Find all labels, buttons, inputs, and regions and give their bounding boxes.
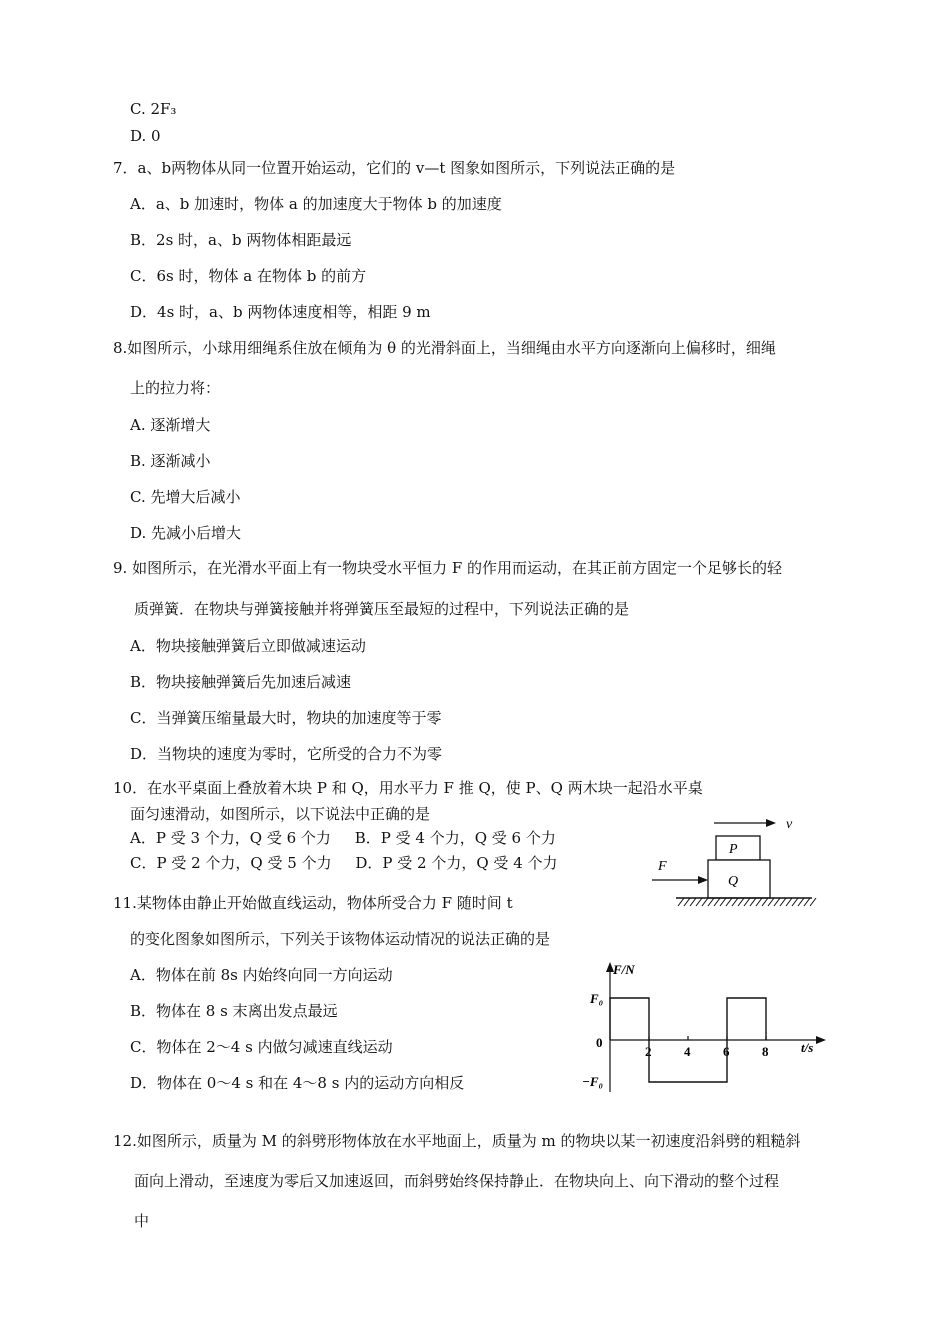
option-b-q7: B．2s 时，a、b 两物体相距最远 bbox=[130, 231, 352, 249]
hatch-mark bbox=[756, 898, 762, 906]
question-12-cont: 面向上滑动，至速度为零后又加速返回，而斜劈始终保持静止．在物块向上、向下滑动的整个过程 bbox=[134, 1172, 780, 1190]
option-b-q11: B．物体在 8 s 末离出发点最远 bbox=[130, 1002, 338, 1020]
option-d-q7: D．4s 时，a、b 两物体速度相等，相距 9 m bbox=[130, 303, 431, 321]
question-8: 8.如图所示，小球用细绳系住放在倾角为 θ 的光滑斜面上，当细绳由水平方向逐渐向上偏移时，细绳 bbox=[113, 339, 776, 357]
question-8-cont: 上的拉力将： bbox=[130, 379, 221, 397]
hatch-mark bbox=[690, 898, 696, 906]
option-a-q8: A. 逐渐增大 bbox=[130, 416, 211, 434]
hatch-mark bbox=[798, 898, 804, 906]
option-b-q8: B. 逐渐减小 bbox=[130, 452, 211, 470]
hatch-mark bbox=[702, 898, 708, 906]
hatch-mark bbox=[732, 898, 738, 906]
option-a-q9: A．物块接触弹簧后立即做减速运动 bbox=[130, 637, 366, 655]
question-10: 10．在水平桌面上叠放着木块 P 和 Q，用水平力 F 推 Q，使 P、Q 两木块一起沿水平桌 bbox=[113, 779, 703, 797]
x-tick-label: 4 bbox=[684, 1044, 691, 1059]
neg-f0-label: −F₀ bbox=[582, 1074, 604, 1089]
x-tick-label: 2 bbox=[645, 1044, 652, 1059]
graph-axes bbox=[606, 962, 826, 1092]
x-tick-label: 8 bbox=[762, 1044, 769, 1059]
velocity-arrowhead bbox=[766, 819, 776, 827]
option-c-q8: C. 先增大后减小 bbox=[130, 488, 241, 506]
f0-label: F₀ bbox=[590, 991, 604, 1006]
hatch-mark bbox=[774, 898, 780, 906]
hatch-mark bbox=[804, 898, 810, 906]
question-10-cont: 面匀速滑动，如图所示，以下说法中正确的是 bbox=[130, 805, 431, 823]
force-time-graph bbox=[570, 960, 830, 1100]
hatch-mark bbox=[684, 898, 690, 906]
question-12: 12.如图所示，质量为 M 的斜劈形物体放在水平地面上，质量为 m 的物块以某一初速度沿斜劈的粗糙斜 bbox=[113, 1132, 801, 1150]
options-ab-q10: A．P 受 3 个力，Q 受 6 个力 B．P 受 4 个力，Q 受 6 个力 bbox=[130, 829, 556, 847]
question-11: 11.某物体由静止开始做直线运动，物体所受合力 F 随时间 t bbox=[113, 894, 513, 912]
options-cd-q10: C．P 受 2 个力，Q 受 5 个力 D．P 受 2 个力，Q 受 4 个力 bbox=[130, 854, 558, 872]
block-p-label: P bbox=[729, 842, 738, 857]
option-c-q6: C. 2F₃ bbox=[130, 100, 177, 118]
hatch-mark bbox=[714, 898, 720, 906]
question-12-cont2: 中 bbox=[134, 1212, 150, 1230]
hatch-mark bbox=[708, 898, 714, 906]
question-9-cont: 质弹簧．在物块与弹簧接触并将弹簧压至最短的过程中，下列说法正确的是 bbox=[134, 600, 630, 618]
hatch-mark bbox=[792, 898, 798, 906]
question-9: 9. 如图所示，在光滑水平面上有一物块受水平恒力 F 的作用而运动，在其正前方固定一个足够长的轻 bbox=[113, 559, 783, 577]
velocity-label: v bbox=[786, 817, 793, 832]
hatch-mark bbox=[744, 898, 750, 906]
hatch-mark bbox=[696, 898, 702, 906]
option-d-q11: D．物体在 0～4 s 和在 4～8 s 内的运动方向相反 bbox=[130, 1074, 465, 1092]
x-axis-arrowhead bbox=[816, 1036, 826, 1044]
option-c-q11: C．物体在 2～4 s 内做匀减速直线运动 bbox=[130, 1038, 393, 1056]
option-c-q7: C．6s 时，物体 a 在物体 b 的前方 bbox=[130, 267, 367, 285]
hatch-mark bbox=[810, 898, 816, 906]
hatch-mark bbox=[786, 898, 792, 906]
block-p bbox=[716, 836, 760, 860]
hatch-mark bbox=[726, 898, 732, 906]
hatch-mark bbox=[768, 898, 774, 906]
option-d-q9: D．当物块的速度为零时，它所受的合力不为零 bbox=[130, 745, 443, 763]
question-7: 7．a、b两物体从同一位置开始运动，它们的 v—t 图象如图所示，下列说法正确的是 bbox=[113, 159, 676, 177]
force-label: F bbox=[658, 859, 667, 874]
x-axis-label: t/s bbox=[801, 1040, 814, 1055]
question-11-cont: 的变化图象如图所示，下列关于该物体运动情况的说法正确的是 bbox=[130, 930, 551, 948]
option-a-q11: A．物体在前 8s 内始终向同一方向运动 bbox=[130, 966, 393, 984]
hatch-mark bbox=[738, 898, 744, 906]
block-q-label: Q bbox=[728, 874, 739, 889]
block-q bbox=[708, 860, 770, 898]
option-b-q9: B．物块接触弹簧后先加速后减速 bbox=[130, 673, 352, 691]
y-axis-label: F/N bbox=[613, 962, 635, 977]
option-d-q8: D. 先减小后增大 bbox=[130, 524, 242, 542]
hatch-mark bbox=[780, 898, 786, 906]
origin-label: 0 bbox=[596, 1035, 603, 1050]
option-d-q6: D. 0 bbox=[130, 127, 161, 145]
option-c-q9: C．当弹簧压缩量最大时，物块的加速度等于零 bbox=[130, 709, 442, 727]
x-tick-label: 6 bbox=[723, 1044, 730, 1059]
hatch-mark bbox=[678, 898, 684, 906]
hatch-mark bbox=[720, 898, 726, 906]
hatch-mark bbox=[762, 898, 768, 906]
force-arrowhead bbox=[698, 876, 708, 884]
blocks-figure bbox=[640, 810, 830, 915]
option-a-q7: A．a、b 加速时，物体 a 的加速度大于物体 b 的加速度 bbox=[130, 195, 502, 213]
ground-hatching bbox=[678, 898, 816, 906]
hatch-mark bbox=[750, 898, 756, 906]
